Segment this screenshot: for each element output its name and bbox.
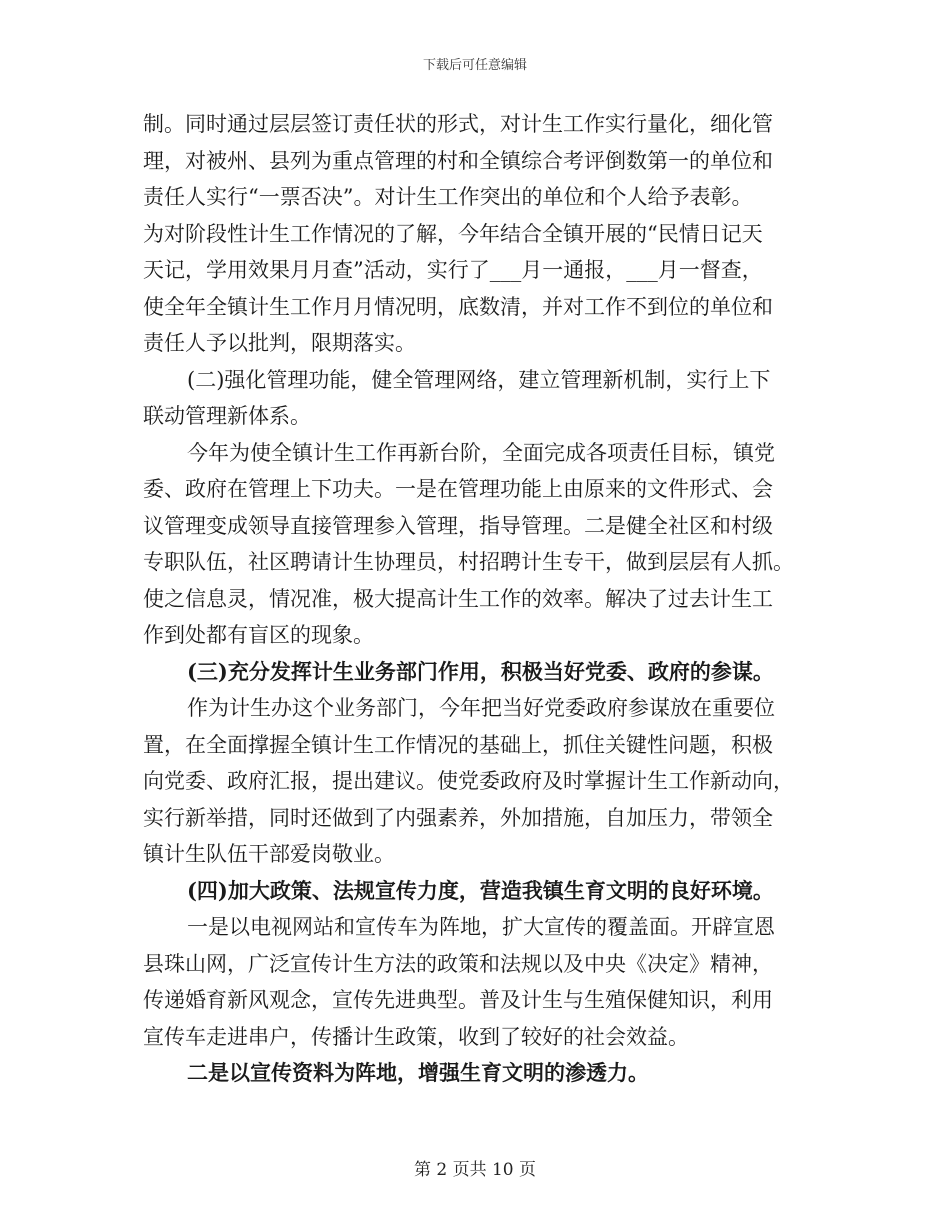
body-line: 使之信息灵，情况准，极大提高计生工作的效率。解决了过去计生工	[143, 586, 773, 611]
body-line: 作为计生办这个业务部门，今年把当好党委政府参谋放在重要位	[187, 696, 775, 720]
body-line: 镇计生队伍干部爱岗敬业。	[143, 842, 395, 866]
body-line: 今年为使全镇计生工作再新台阶，全面完成各项责任目标，镇党	[187, 440, 775, 465]
document-body	[143, 106, 807, 1092]
body-line: 使全年全镇计生工作月月情况明，底数清，并对工作不到位的单位和	[143, 294, 773, 319]
section-heading-4: (四)加大政策、法规宣传力度，营造我镇生育文明的良好环境。	[187, 877, 774, 903]
body-line: 专职队伍，社区聘请计生协理员，村招聘计生专干，做到层层有人抓。	[143, 550, 794, 574]
body-line: 实行新举措，同时还做到了内强素养，外加措施，自加压力，带领全	[143, 805, 773, 830]
section-heading-3: (三)充分发挥计生业务部门作用，积极当好党委、政府的参谋。	[187, 658, 774, 684]
body-line: 县珠山网，广泛宣传计生方法的政策和法规以及中央《决定》精神，	[143, 951, 773, 976]
page-number: 第 2 页共 10 页	[413, 1160, 537, 1180]
body-line: 议管理变成领导直接管理参入管理，指导管理。二是健全社区和村级	[143, 513, 773, 538]
section-heading-2: (二)强化管理功能，健全管理网络，建立管理新机制，实行上下	[187, 367, 771, 392]
body-line: 责任人予以批判，限期落实。	[143, 331, 416, 355]
body-line: 作到处都有盲区的现象。	[143, 623, 374, 647]
body-line: 传递婚育新风观念，宣传先进典型。普及计生与生殖保健知识，利用	[143, 988, 773, 1012]
body-line: 理，对被州、县列为重点管理的村和全镇综合考评倒数第一的单位和	[143, 148, 773, 173]
body-line: 天记，学用效果月月查”活动，实行了___月一通报，___月一督查，	[143, 258, 763, 282]
body-line: 一是以电视网站和宣传车为阵地，扩大宣传的覆盖面。开辟宣恩	[187, 915, 775, 939]
body-line: 为对阶段性计生工作情况的了解，今年结合全镇开展的“民情日记天	[143, 221, 763, 246]
body-line: 向党委、政府汇报，提出建议。使党委政府及时掌握计生工作新动向，	[143, 769, 794, 793]
body-line: 宣传车走进串户，传播计生政策，收到了较好的社会效益。	[143, 1024, 689, 1049]
body-line: 置，在全面撑握全镇计生工作情况的基础上，抓住关键性问题，积极	[143, 732, 773, 757]
page-header: 下载后可任意编辑	[422, 58, 527, 73]
body-line: 委、政府在管理上下功夫。一是在管理功能上由原来的文件形式、会	[143, 477, 773, 501]
subsection-heading: 二是以宣传资料为阵地，增强生育文明的渗透力。	[187, 1060, 649, 1085]
body-line: 责任人实行“一票否决”。对计生工作突出的单位和个人给予表彰。	[143, 185, 753, 209]
body-line: 联动管理新体系。	[143, 404, 311, 428]
body-line: 制。同时通过层层签订责任状的形式，对计生工作实行量化，细化管	[143, 112, 773, 136]
